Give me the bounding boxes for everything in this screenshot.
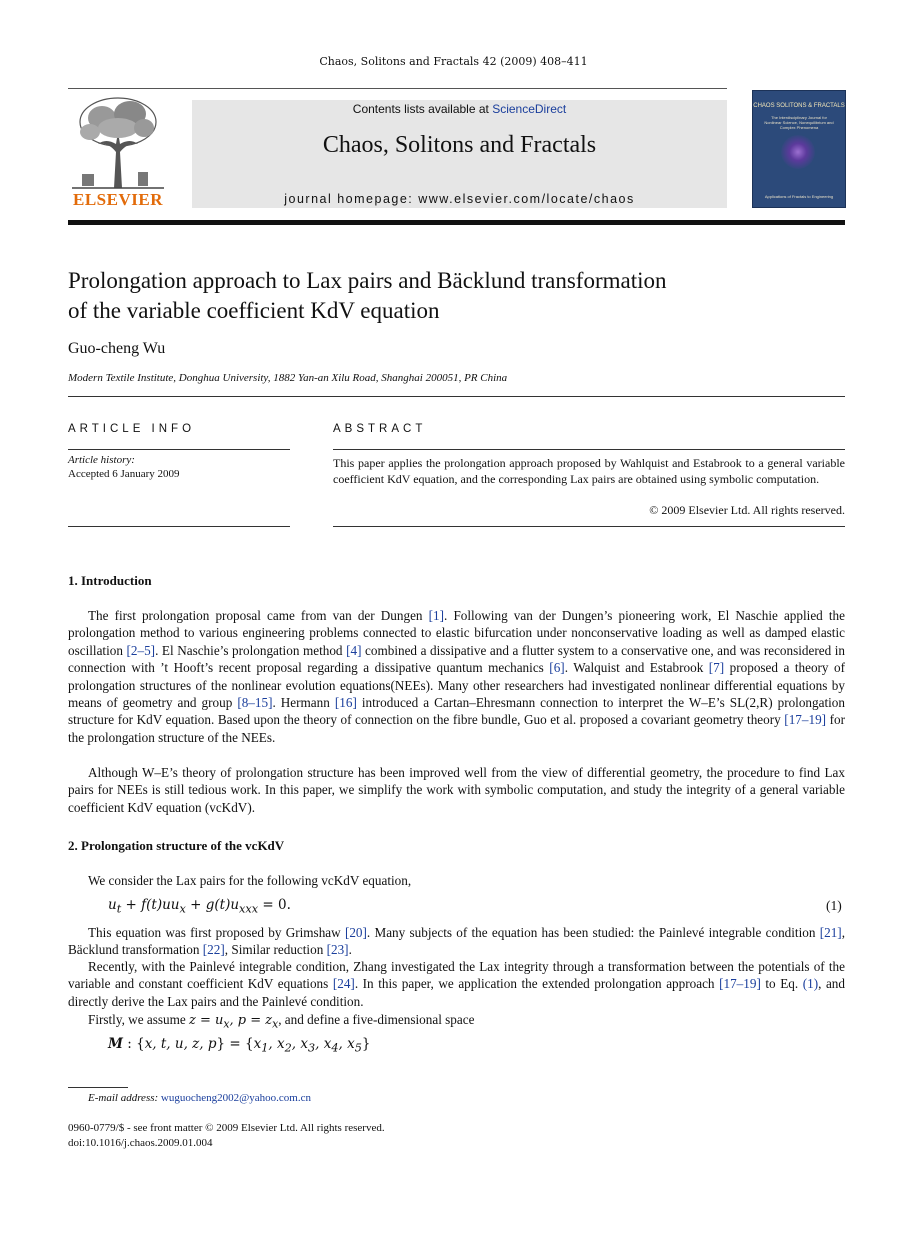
title-line-2: of the variable coefficient KdV equation (68, 298, 440, 323)
accepted-date: Accepted 6 January 2009 (68, 468, 180, 480)
abstract-text: This paper applies the prolongation approach proposed by Wahlquist and Estabrook to a general variable coefficient KdV equation, and the corresponding Lax pairs are obtained using symbolic computation. (333, 456, 845, 486)
paragraph-text: , Bäcklund transformation (68, 925, 845, 958)
history-label: Article history: (68, 454, 135, 466)
header-divider (68, 220, 845, 225)
section-1-paragraph-2: Although W–E’s theory of prolongation structure has been improved well from the view of differential geometry, the procedure to find Lax pairs for NEEs is still tedious work. In this paper, we simplify the work with symbolic computation, and study the integrity of a general variable coefficient KdV equation (vcKdV). (68, 765, 845, 815)
title-line-1: Prolongation approach to Lax pairs and Bäcklund transformation (68, 268, 667, 293)
section-2-paragraph-1: We consider the Lax pairs for the following vcKdV equation, (88, 873, 412, 888)
cover-title: CHAOS SOLITONS & FRACTALS (753, 103, 845, 109)
assumption-math: $z = u_x$, $p = z_x$ (188, 1013, 279, 1031)
citation-link[interactable]: [6] (549, 660, 565, 676)
paragraph-text: to Eq. (760, 976, 803, 992)
citation-link[interactable]: [2–5] (126, 642, 156, 658)
section-1-paragraph-1 (68, 607, 845, 746)
space-definition-math: M : {x, t, u, z, $p\} = \{x_1$, $x_2$, $x_3$, $x_4$, $x_5$} (108, 1036, 371, 1055)
author-name: Guo-cheng Wu (68, 340, 166, 357)
cover-footer: Applications of Fractals to Engineering (764, 194, 834, 199)
equation-1: $u_t + f(t)uu_x + g(t)u_{xxx} = 0$. (108, 897, 291, 916)
citation-link[interactable]: [24] (332, 976, 355, 992)
elsevier-wordmark: ELSEVIER (73, 190, 163, 209)
elsevier-tree-icon (68, 92, 168, 190)
paragraph-text: introduced a Cartan–Ehresmann connection to interpret the W–E’s SL(2,R) prolongation structure for KdV equation. Based upon the theory of connection on the fibre bundle, Guo et al. proposed a covariant geometry theory (68, 695, 845, 728)
section-2-paragraph-3 (68, 958, 845, 1010)
citation-link[interactable]: [16] (334, 695, 357, 711)
paragraph-text: . Walquist and Estabrook (564, 660, 709, 676)
doi-line[interactable]: doi:10.1016/j.chaos.2009.01.004 (68, 1137, 213, 1149)
paragraph-text: proposed a theory of prolongation structures of the nonlinear evolution equations(NEEs). Many other researchers had investigated nonlinear differential equations by means of geometry and group (68, 660, 846, 711)
contents-prefix: Contents lists available at (352, 102, 493, 116)
sciencedirect-link[interactable]: ScienceDirect (492, 102, 567, 116)
citation-link[interactable]: [22] (202, 942, 225, 958)
footnote-rule (68, 1087, 128, 1088)
citation-link[interactable]: [1] (428, 608, 445, 623)
fractal-swirl-icon (781, 135, 815, 169)
running-head: Chaos, Solitons and Fractals 42 (2009) 408–411 (319, 55, 588, 68)
paragraph-text: . In this paper, we application the extended prolongation approach (354, 976, 720, 992)
paragraph-text: . (348, 942, 352, 958)
citation-link[interactable]: [23] (326, 942, 349, 958)
elsevier-logo (68, 92, 168, 210)
abstract-copyright: © 2009 Elsevier Ltd. All rights reserved. (649, 503, 845, 517)
citation-link[interactable]: [8–15] (237, 695, 273, 711)
citation-link[interactable]: [7] (708, 660, 725, 676)
paragraph-text: for the prolongation structure of the NEEs. (68, 712, 845, 745)
paragraph-text: . El Naschie’s prolongation method (155, 642, 347, 658)
section-1-heading: 1. Introduction (68, 573, 152, 588)
section-2-heading: 2. Prolongation structure of the vcKdV (68, 838, 285, 853)
define-space-text: , and define a five-dimensional space (278, 1012, 475, 1027)
contents-line (192, 102, 727, 116)
citation-link[interactable]: [4] (346, 642, 362, 658)
paragraph-text: combined a dissipative and a flutter system to a conservative one, and was reconsidered in connection with ’t Hooft’s recent proposal regarding a dissipative quantum mechanics (68, 642, 846, 676)
citation-link[interactable]: (1) (802, 976, 819, 992)
title-divider (68, 396, 845, 397)
section-2-paragraph-4 (68, 1011, 845, 1033)
affiliation: Modern Textile Institute, Donghua University, 1882 Yan-an Xilu Road, Shanghai 200051, PR China (68, 372, 508, 384)
journal-cover-image (752, 90, 846, 208)
article-info-heading: ARTICLE INFO (68, 423, 196, 435)
paragraph-text: . Hermann (272, 695, 335, 711)
issn-line: 0960-0779/$ - see front matter © 2009 Elsevier Ltd. All rights reserved. (68, 1122, 385, 1134)
paragraph-text: Recently, with the Painlevé integrable condition, Zhang investigated the Lax integrity through a transformation between the potentials of the variable and constant coefficient KdV equations (68, 959, 845, 992)
journal-homepage[interactable]: journal homepage: www.elsevier.com/locate/chaos (284, 192, 635, 206)
citation-link[interactable]: [20] (344, 925, 367, 940)
cover-subtitle: The Interdisciplinary Journal for Nonlinear Science, Nonequilibrium and Complex Phenomena (764, 115, 834, 130)
journal-title: Chaos, Solitons and Fractals (322, 132, 597, 158)
abstract-bottom-rule (333, 526, 845, 527)
article-title (68, 266, 848, 326)
email-footnote (88, 1092, 311, 1104)
email-link[interactable]: wuguocheng2002@yahoo.com.cn (160, 1092, 311, 1104)
paragraph-text: , Similar reduction (224, 942, 327, 958)
article-info-bottom-rule (68, 526, 290, 527)
abstract-rule (333, 449, 845, 450)
equation-1-number: (1) (826, 898, 842, 913)
citation-link[interactable]: [21] (819, 925, 842, 940)
abstract-heading: ABSTRACT (333, 423, 427, 435)
paragraph-text: . Many subjects of the equation has been studied: the Painlevé integrable condition (366, 925, 820, 940)
section-2-paragraph-2 (68, 924, 845, 959)
assume-text: Firstly, we assume (88, 1012, 189, 1027)
journal-banner (192, 100, 727, 208)
paragraph-text: This equation was first proposed by Grimshaw (88, 925, 345, 940)
article-info-rule (68, 449, 290, 450)
email-label: E-mail address: (88, 1092, 159, 1104)
paragraph-text: The first prolongation proposal came from van der Dungen (88, 608, 429, 623)
paragraph-text: . Following van der Dungen’s pioneering work, El Naschie applied the prolongation method to various engineering problems connected to elastic bifurcation under nonconservative loading as well as damped elastic oscillation (68, 608, 845, 658)
paragraph-text: , and directly derive the Lax pairs and the Painlevé condition. (68, 976, 845, 1009)
citation-link[interactable]: [17–19] (719, 976, 761, 992)
citation-link[interactable]: [17–19] (784, 712, 827, 728)
banner-top-rule (68, 88, 727, 89)
